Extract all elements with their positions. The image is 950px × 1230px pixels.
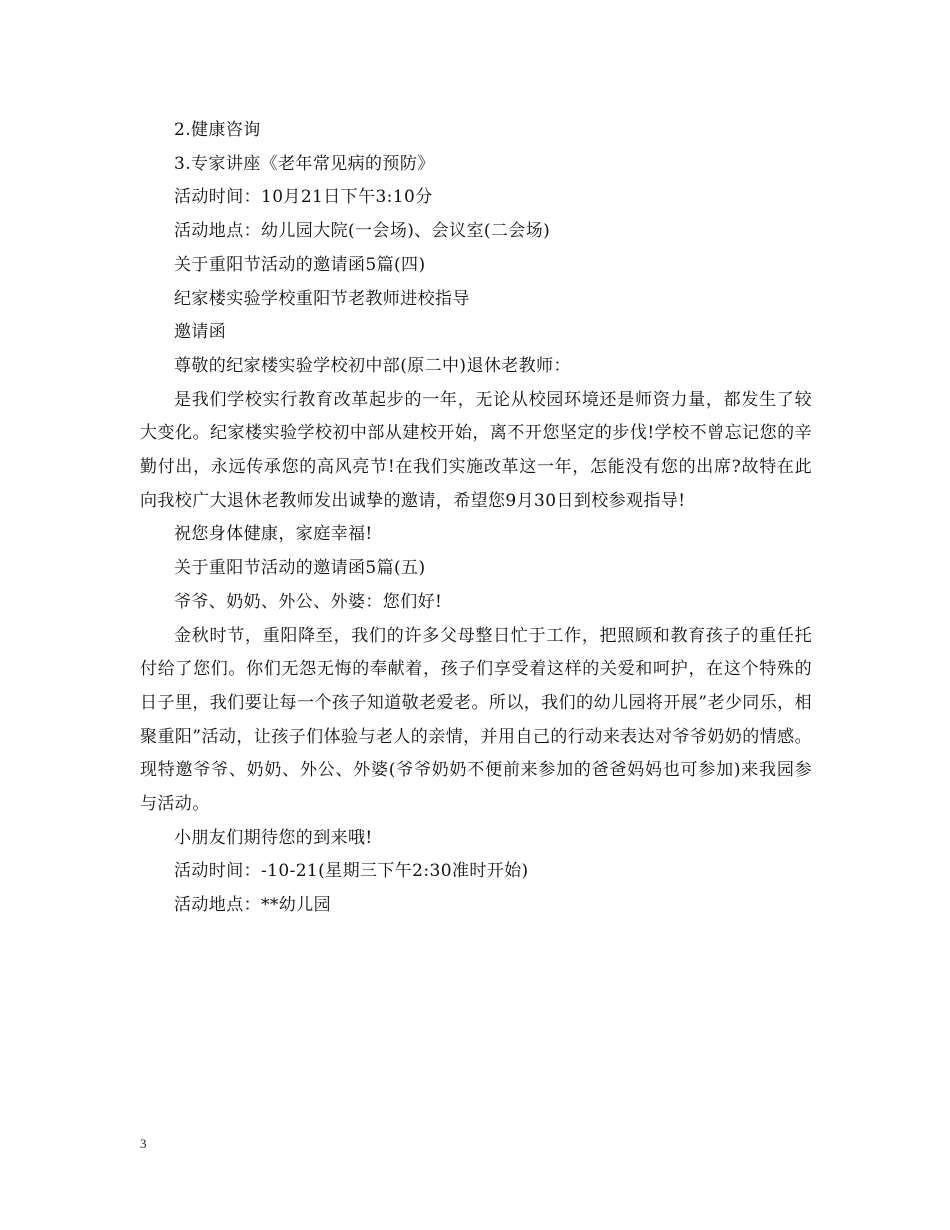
paragraph-health-consult: 2.健康咨询 [174,120,261,140]
page-number: 3 [140,1136,147,1151]
paragraph-activity-time-1: 活动时间：10月21日下午3:10分 [174,187,433,208]
paragraph-expert-lecture: 3.专家讲座《老年常见病的预防》 [174,153,435,174]
paragraph-school-title: 纪家楼实验学校重阳节老教师进校指导 [174,288,470,309]
paragraph-activity-location-2: 活动地点：**幼儿园 [174,895,331,916]
paragraph-teachers-body: 是我们学校实行教育改革起步的一年，无论从校园环境还是师资力量，都发生了较大变化。纪家楼实验学校初中部从建校开始，离不开您坚定的步伐!学校不曾忘记您的辛勤付出，永远传承您的高风亮节!在我们实施改革这一年，怎能没有您的出席?故特在此向我校广大退休老教师发出诚挚的邀请，希望您9月30日到校参观指导! [140,389,812,511]
paragraph-invitation-label: 邀请函 [174,322,227,343]
paragraph-kids-waiting: 小朋友们期待您的到来哦! [174,827,373,848]
paragraph-blessing: 祝您身体健康，家庭幸福! [174,524,373,545]
paragraph-salutation-grandparents: 爷爷、奶奶、外公、外婆：您们好! [174,591,443,612]
section-heading-4: 关于重阳节活动的邀请函5篇(四) [174,254,426,275]
paragraph-activity-location-1: 活动地点：幼儿园大院(一会场)、会议室(二会场) [174,221,551,242]
document-body [140,114,812,923]
paragraph-kindergarten-body: 金秋时节，重阳降至，我们的许多父母整日忙于工作，把照顾和教育孩子的重任托付给了您们。你们无怨无悔的奉献着，孩子们享受着这样的关爱和呵护，在这个特殊的日子里，我们要让每一个孩子知道敬老爱老。所以，我们的幼儿园将开展”老少同乐，相聚重阳”活动，让孩子们体验与老人的亲情，并用自己的行动来表达对爷爷奶奶的情感。现特邀爷爷、奶奶、外公、外婆(爷爷奶奶不便前来参加的爸爸妈妈也可参加)来我园参与活动。 [140,625,812,815]
paragraph-activity-time-2: 活动时间：-10-21(星期三下午2:30准时开始) [174,861,529,882]
paragraph-salutation-teachers: 尊敬的纪家楼实验学校初中部(原二中)退休老教师： [174,355,571,376]
section-heading-5: 关于重阳节活动的邀请函5篇(五) [174,558,426,579]
